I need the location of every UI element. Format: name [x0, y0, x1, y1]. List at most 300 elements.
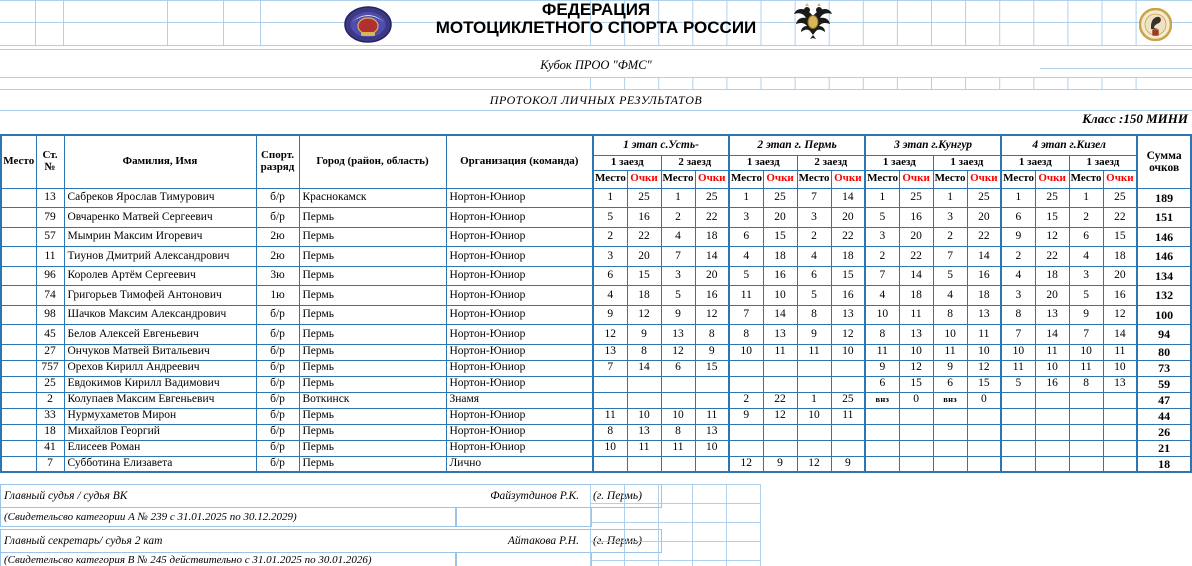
- heat-place-cell: 12: [593, 325, 627, 345]
- team-cell: Нортон-Юниор: [446, 325, 593, 345]
- heat-points-cell: 13: [831, 305, 865, 325]
- total-points-cell: 146: [1137, 247, 1191, 267]
- points-subheader: Очки: [1035, 170, 1069, 188]
- heat-header: 1 заезд: [729, 155, 797, 170]
- points-subheader: Очки: [967, 170, 1001, 188]
- place-subheader: Место: [593, 170, 627, 188]
- heat-place-cell: 7: [729, 305, 763, 325]
- heat-place-cell: 9: [729, 408, 763, 424]
- heat-place-cell: 9: [593, 305, 627, 325]
- heat-points-cell: 10: [967, 344, 1001, 360]
- heat-points-cell: 11: [627, 440, 661, 456]
- start-no-cell: 57: [36, 227, 64, 247]
- heat-place-cell: 12: [729, 456, 763, 472]
- table-row: [1, 305, 1191, 325]
- start-no-cell: 27: [36, 344, 64, 360]
- heat-points-cell: [763, 440, 797, 456]
- table-row: [1, 344, 1191, 360]
- heat-place-cell: 5: [661, 286, 695, 306]
- judge1-city: (г. Пермь): [593, 490, 642, 502]
- col-header-city: Город (район, область): [299, 135, 446, 188]
- heat-points-cell: 12: [627, 305, 661, 325]
- heat-points-cell: [763, 376, 797, 392]
- heat-place-cell: 1: [933, 188, 967, 208]
- heat-points-cell: 16: [831, 286, 865, 306]
- heat-points-cell: 11: [695, 408, 729, 424]
- heat-points-cell: [1035, 424, 1069, 440]
- heat-points-cell: [1035, 456, 1069, 472]
- heat-place-cell: 5: [1069, 286, 1103, 306]
- heat-place-cell: 6: [729, 227, 763, 247]
- total-points-cell: 59: [1137, 376, 1191, 392]
- total-points-cell: 134: [1137, 266, 1191, 286]
- name-cell: Орехов Кирилл Андреевич: [64, 360, 256, 376]
- total-points-cell: 26: [1137, 424, 1191, 440]
- heat-points-cell: 15: [1103, 227, 1137, 247]
- table-row: [1, 392, 1191, 408]
- heat-points-cell: 13: [899, 325, 933, 345]
- team-cell: Нортон-Юниор: [446, 286, 593, 306]
- heat-points-cell: 15: [1035, 208, 1069, 228]
- heat-place-cell: 7: [865, 266, 899, 286]
- heat-points-cell: [695, 376, 729, 392]
- table-row: [1, 360, 1191, 376]
- heat-points-cell: 25: [967, 188, 1001, 208]
- heat-header: 1 заезд: [1069, 155, 1137, 170]
- heat-points-cell: [831, 360, 865, 376]
- heat-header: 2 заезд: [661, 155, 729, 170]
- team-cell: Нортон-Юниор: [446, 408, 593, 424]
- place-cell: [1, 188, 36, 208]
- heat-points-cell: 25: [763, 188, 797, 208]
- heat-points-cell: 9: [627, 325, 661, 345]
- heat-points-cell: [899, 440, 933, 456]
- name-cell: Михайлов Георгий: [64, 424, 256, 440]
- team-cell: Лично: [446, 456, 593, 472]
- heat-place-cell: 7: [661, 247, 695, 267]
- name-cell: Мымрин Максим Игоревич: [64, 227, 256, 247]
- heat-points-cell: 18: [899, 286, 933, 306]
- start-no-cell: 7: [36, 456, 64, 472]
- heat-points-cell: 20: [695, 266, 729, 286]
- judge2-role: Главный секретарь/ судья 2 кат: [4, 535, 163, 547]
- col-header-name: Фамилия, Имя: [64, 135, 256, 188]
- judge2-city: (г. Пермь): [593, 535, 642, 547]
- heat-place-cell: 6: [593, 266, 627, 286]
- name-cell: Овчаренко Матвей Сергеевич: [64, 208, 256, 228]
- total-points-cell: 146: [1137, 227, 1191, 247]
- heat-place-cell: [865, 456, 899, 472]
- place-subheader: Место: [797, 170, 831, 188]
- heat-points-cell: 20: [1103, 266, 1137, 286]
- heat-place-cell: 11: [729, 286, 763, 306]
- heat-place-cell: [1069, 424, 1103, 440]
- rank-cell: б/р: [256, 424, 299, 440]
- heat-points-cell: 18: [831, 247, 865, 267]
- place-cell: [1, 227, 36, 247]
- start-no-cell: 74: [36, 286, 64, 306]
- heat-place-cell: 1: [1001, 188, 1035, 208]
- team-cell: Нортон-Юниор: [446, 208, 593, 228]
- heat-points-cell: [627, 456, 661, 472]
- heat-points-cell: 22: [1035, 247, 1069, 267]
- heat-place-cell: 9: [865, 360, 899, 376]
- heat-place-cell: [661, 392, 695, 408]
- heat-points-cell: 11: [967, 325, 1001, 345]
- heat-points-cell: 12: [695, 305, 729, 325]
- heat-place-cell: 4: [661, 227, 695, 247]
- points-subheader: Очки: [695, 170, 729, 188]
- heat-place-cell: 12: [661, 344, 695, 360]
- total-points-cell: 44: [1137, 408, 1191, 424]
- judge1-row: [0, 484, 662, 508]
- judge1-name: Файзутдинов Р.К.: [490, 490, 579, 502]
- heat-points-cell: [1035, 408, 1069, 424]
- heat-points-cell: [899, 408, 933, 424]
- heat-place-cell: 8: [593, 424, 627, 440]
- place-cell: [1, 456, 36, 472]
- heat-place-cell: 4: [729, 247, 763, 267]
- stage-header: 1 этап с.Усть-: [593, 135, 729, 155]
- heat-points-cell: [627, 376, 661, 392]
- heat-place-cell: [1069, 392, 1103, 408]
- start-no-cell: 11: [36, 247, 64, 267]
- heat-place-cell: [865, 392, 899, 408]
- heat-place-cell: 2: [865, 247, 899, 267]
- heat-place-cell: [933, 408, 967, 424]
- table-row: [1, 456, 1191, 472]
- team-cell: Нортон-Юниор: [446, 424, 593, 440]
- heat-place-cell: 11: [1069, 360, 1103, 376]
- name-cell: Шачков Максим Александрович: [64, 305, 256, 325]
- heat-points-cell: 0: [967, 392, 1001, 408]
- heat-place-cell: 13: [661, 325, 695, 345]
- heat-place-cell: 10: [865, 305, 899, 325]
- heat-place-cell: [797, 376, 831, 392]
- heat-place-cell: [797, 440, 831, 456]
- heat-place-cell: 4: [865, 286, 899, 306]
- heat-place-cell: [729, 424, 763, 440]
- heat-place-cell: 6: [1001, 208, 1035, 228]
- heat-place-cell: 3: [593, 247, 627, 267]
- city-cell: Пермь: [299, 376, 446, 392]
- name-cell: Тиунов Дмитрий Александрович: [64, 247, 256, 267]
- heat-points-cell: 16: [695, 286, 729, 306]
- place-subheader: Место: [1069, 170, 1103, 188]
- heat-place-cell: 10: [1001, 344, 1035, 360]
- place-subheader: Место: [1001, 170, 1035, 188]
- city-cell: Пермь: [299, 408, 446, 424]
- heat-points-cell: 14: [763, 305, 797, 325]
- team-cell: Нортон-Юниор: [446, 227, 593, 247]
- total-points-cell: 47: [1137, 392, 1191, 408]
- stage-header: 3 этап г.Кунгур: [865, 135, 1001, 155]
- rank-cell: б/р: [256, 344, 299, 360]
- heat-points-cell: 15: [899, 376, 933, 392]
- judge2-name: Айтакова Р.Н.: [507, 535, 579, 547]
- heat-place-cell: 1: [593, 188, 627, 208]
- results-body: [1, 188, 1191, 472]
- heat-points-cell: [1103, 424, 1137, 440]
- start-no-cell: 13: [36, 188, 64, 208]
- heat-place-cell: 5: [729, 266, 763, 286]
- heat-points-cell: [967, 440, 1001, 456]
- city-cell: Пермь: [299, 456, 446, 472]
- heat-header: 1 заезд: [865, 155, 933, 170]
- dnf-mark: внз: [943, 394, 957, 405]
- rank-cell: 3ю: [256, 266, 299, 286]
- heat-place-cell: [1069, 408, 1103, 424]
- heat-place-cell: 4: [1069, 247, 1103, 267]
- team-cell: Знамя: [446, 392, 593, 408]
- city-cell: Пермь: [299, 247, 446, 267]
- heat-points-cell: [967, 408, 1001, 424]
- heat-place-cell: [593, 392, 627, 408]
- table-row: [1, 376, 1191, 392]
- heat-place-cell: 11: [865, 344, 899, 360]
- place-cell: [1, 360, 36, 376]
- heat-place-cell: [1001, 424, 1035, 440]
- heat-header: 1 заезд: [1001, 155, 1069, 170]
- heat-points-cell: 14: [695, 247, 729, 267]
- team-cell: Нортон-Юниор: [446, 440, 593, 456]
- heat-points-cell: 12: [899, 360, 933, 376]
- heat-points-cell: [967, 424, 1001, 440]
- heat-place-cell: 9: [933, 360, 967, 376]
- rank-cell: б/р: [256, 392, 299, 408]
- place-cell: [1, 440, 36, 456]
- place-cell: [1, 408, 36, 424]
- name-cell: Сабреков Ярослав Тимурович: [64, 188, 256, 208]
- table-row: [1, 208, 1191, 228]
- heat-points-cell: 22: [831, 227, 865, 247]
- heat-place-cell: 5: [1001, 376, 1035, 392]
- heat-place-cell: [1001, 392, 1035, 408]
- certificate2-empty-cell: [455, 552, 592, 566]
- heat-points-cell: 22: [967, 227, 1001, 247]
- heat-points-cell: 16: [1103, 286, 1137, 306]
- heat-place-cell: 5: [593, 208, 627, 228]
- heat-points-cell: 14: [899, 266, 933, 286]
- heat-place-cell: 5: [865, 208, 899, 228]
- heat-points-cell: 14: [1035, 325, 1069, 345]
- heat-place-cell: [593, 376, 627, 392]
- heat-place-cell: 8: [729, 325, 763, 345]
- heat-place-cell: 4: [797, 247, 831, 267]
- total-points-cell: 73: [1137, 360, 1191, 376]
- total-points-cell: 94: [1137, 325, 1191, 345]
- heat-place-cell: 2: [933, 227, 967, 247]
- heat-points-cell: 0: [899, 392, 933, 408]
- heat-points-cell: 22: [627, 227, 661, 247]
- rank-cell: б/р: [256, 440, 299, 456]
- heat-points-cell: 10: [1035, 360, 1069, 376]
- heat-place-cell: 2: [1069, 208, 1103, 228]
- heat-place-cell: 8: [797, 305, 831, 325]
- col-header-rank: Спорт. разряд: [256, 135, 299, 188]
- heat-points-cell: 13: [1103, 376, 1137, 392]
- heat-points-cell: [763, 424, 797, 440]
- federation-title-line1: ФЕДЕРАЦИЯ: [541, 0, 651, 19]
- heat-points-cell: 25: [627, 188, 661, 208]
- heat-points-cell: 15: [763, 227, 797, 247]
- start-no-cell: 45: [36, 325, 64, 345]
- heat-points-cell: 11: [763, 344, 797, 360]
- start-no-cell: 41: [36, 440, 64, 456]
- heat-place-cell: 2: [1001, 247, 1035, 267]
- total-points-cell: 18: [1137, 456, 1191, 472]
- heat-points-cell: 20: [763, 208, 797, 228]
- heat-place-cell: 11: [797, 344, 831, 360]
- heat-points-cell: 20: [899, 227, 933, 247]
- heat-place-cell: [729, 360, 763, 376]
- heat-points-cell: 10: [1103, 360, 1137, 376]
- heat-place-cell: 12: [797, 456, 831, 472]
- federation-title-line2: МОТОЦИКЛЕТНОГО СПОРТА РОССИИ: [435, 18, 757, 37]
- points-subheader: Очки: [899, 170, 933, 188]
- team-cell: Нортон-Юниор: [446, 360, 593, 376]
- heat-place-cell: 2: [797, 227, 831, 247]
- heat-points-cell: [831, 424, 865, 440]
- heat-points-cell: 18: [695, 227, 729, 247]
- heat-place-cell: [1069, 440, 1103, 456]
- heat-place-cell: [933, 424, 967, 440]
- heat-points-cell: 9: [695, 344, 729, 360]
- heat-points-cell: 18: [1103, 247, 1137, 267]
- heat-points-cell: 11: [1103, 344, 1137, 360]
- protocol-title: ПРОТОКОЛ ЛИЧНЫХ РЕЗУЛЬТАТОВ: [489, 93, 703, 107]
- heat-points-cell: [763, 360, 797, 376]
- heat-points-cell: 10: [695, 440, 729, 456]
- heat-place-cell: 2: [593, 227, 627, 247]
- heat-place-cell: 3: [933, 208, 967, 228]
- heat-place-cell: 7: [797, 188, 831, 208]
- heat-place-cell: 3: [661, 266, 695, 286]
- heat-points-cell: [695, 456, 729, 472]
- heat-points-cell: 14: [627, 360, 661, 376]
- heat-place-cell: 3: [1001, 286, 1035, 306]
- heat-place-cell: 8: [1001, 305, 1035, 325]
- results-table: [0, 134, 1192, 473]
- heat-points-cell: [627, 392, 661, 408]
- heat-place-cell: [933, 456, 967, 472]
- heat-place-cell: [865, 424, 899, 440]
- total-points-cell: 132: [1137, 286, 1191, 306]
- heat-place-cell: 10: [593, 440, 627, 456]
- heat-points-cell: [1035, 440, 1069, 456]
- heat-place-cell: 10: [1069, 344, 1103, 360]
- place-subheader: Место: [933, 170, 967, 188]
- place-subheader: Место: [865, 170, 899, 188]
- heat-points-cell: 16: [627, 208, 661, 228]
- name-cell: Субботина Елизавета: [64, 456, 256, 472]
- heat-place-cell: 6: [865, 376, 899, 392]
- heat-points-cell: 18: [763, 247, 797, 267]
- heat-place-cell: 6: [933, 376, 967, 392]
- name-cell: Елисеев Роман: [64, 440, 256, 456]
- heat-place-cell: 10: [933, 325, 967, 345]
- city-cell: Пермь: [299, 424, 446, 440]
- heat-place-cell: [933, 392, 967, 408]
- place-cell: [1, 247, 36, 267]
- place-cell: [1, 344, 36, 360]
- city-cell: Пермь: [299, 286, 446, 306]
- heat-header: 1 заезд: [593, 155, 661, 170]
- table-row: [1, 266, 1191, 286]
- city-cell: Пермь: [299, 227, 446, 247]
- heat-points-cell: [1103, 440, 1137, 456]
- city-cell: Пермь: [299, 325, 446, 345]
- name-cell: Григорьев Тимофей Антонович: [64, 286, 256, 306]
- heat-points-cell: 14: [967, 247, 1001, 267]
- heat-points-cell: 12: [1103, 305, 1137, 325]
- heat-place-cell: 3: [797, 208, 831, 228]
- heat-points-cell: 20: [1035, 286, 1069, 306]
- heat-place-cell: 10: [729, 344, 763, 360]
- name-cell: Белов Алексей Евгеньевич: [64, 325, 256, 345]
- heat-place-cell: [1001, 456, 1035, 472]
- table-row: [1, 424, 1191, 440]
- total-points-cell: 21: [1137, 440, 1191, 456]
- cup-title: Кубок ПРОО "ФМС": [540, 58, 652, 72]
- heat-place-cell: 8: [865, 325, 899, 345]
- table-row: [1, 188, 1191, 208]
- heat-points-cell: [831, 376, 865, 392]
- points-subheader: Очки: [1103, 170, 1137, 188]
- heat-points-cell: 14: [1103, 325, 1137, 345]
- start-no-cell: 2: [36, 392, 64, 408]
- heat-place-cell: [661, 376, 695, 392]
- col-header-start-no: Ст. №: [36, 135, 64, 188]
- name-cell: Нурмухаметов Мирон: [64, 408, 256, 424]
- rank-cell: б/р: [256, 456, 299, 472]
- heat-points-cell: 11: [1035, 344, 1069, 360]
- heat-points-cell: 12: [763, 408, 797, 424]
- heat-header: 1 заезд: [933, 155, 1001, 170]
- rank-cell: 2ю: [256, 227, 299, 247]
- heat-place-cell: 2: [729, 392, 763, 408]
- rank-cell: б/р: [256, 305, 299, 325]
- heat-place-cell: 6: [661, 360, 695, 376]
- heat-place-cell: 6: [1069, 227, 1103, 247]
- table-row: [1, 247, 1191, 267]
- heat-points-cell: 22: [763, 392, 797, 408]
- heat-place-cell: 5: [797, 286, 831, 306]
- team-cell: Нортон-Юниор: [446, 344, 593, 360]
- heat-place-cell: 4: [933, 286, 967, 306]
- col-header-sum: Сумма очков: [1137, 135, 1191, 188]
- heat-points-cell: 14: [831, 188, 865, 208]
- rank-cell: 1ю: [256, 286, 299, 306]
- heat-points-cell: [1103, 456, 1137, 472]
- heat-points-cell: 25: [899, 188, 933, 208]
- start-no-cell: 96: [36, 266, 64, 286]
- city-cell: Пермь: [299, 266, 446, 286]
- certificate1-text: (Свидетельсво категории А № 239 с 31.01.2025 по 30.12.2029): [4, 511, 297, 523]
- table-row: [1, 325, 1191, 345]
- heat-points-cell: 12: [831, 325, 865, 345]
- heat-place-cell: 6: [797, 266, 831, 286]
- heat-points-cell: 13: [763, 325, 797, 345]
- heat-points-cell: [1103, 392, 1137, 408]
- heat-points-cell: [967, 456, 1001, 472]
- heat-points-cell: 22: [899, 247, 933, 267]
- total-points-cell: 80: [1137, 344, 1191, 360]
- heat-place-cell: 1: [797, 392, 831, 408]
- heat-points-cell: 25: [695, 188, 729, 208]
- heat-points-cell: 15: [831, 266, 865, 286]
- heat-points-cell: 16: [1035, 376, 1069, 392]
